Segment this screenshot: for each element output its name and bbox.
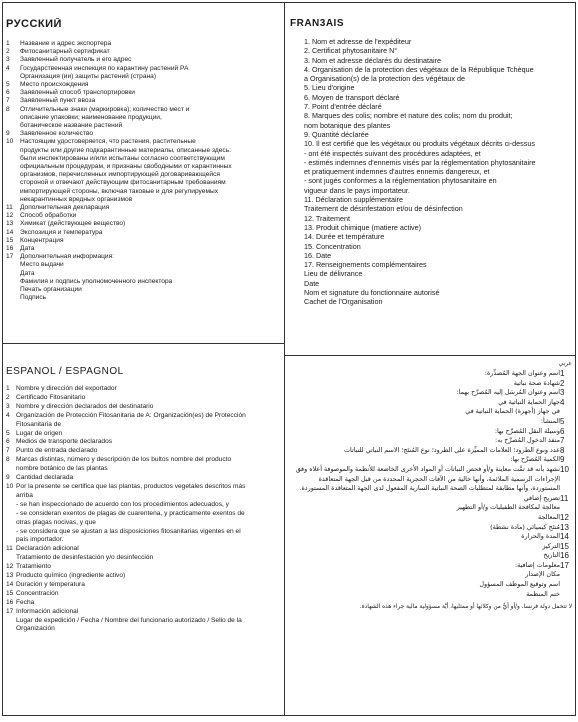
arabic-item-number: 4 <box>560 397 565 407</box>
russian-item-number: 7 <box>6 97 10 105</box>
russian-item-number: 15 <box>6 236 14 244</box>
french-item-text: 12. Traitement <box>304 213 350 223</box>
spanish-item <box>6 438 282 447</box>
french-item-text: 9. Quantité déclarée <box>304 129 369 139</box>
arabic-item-number: 17 <box>560 560 569 570</box>
french-heading: FRAN3AIS <box>290 18 345 29</box>
arabic-item-number: 13 <box>560 522 569 532</box>
arabic-item-text: التركيز <box>542 541 560 550</box>
arabic-item <box>288 436 572 446</box>
spanish-item-number: 10 <box>6 482 14 490</box>
spanish-item-text: Concentración <box>16 589 59 597</box>
arabic-item <box>288 513 572 523</box>
russian-item-number: 17 <box>6 253 14 261</box>
spanish-item-number: 14 <box>6 580 14 588</box>
russian-item-number: 8 <box>6 105 10 113</box>
arabic-item-text: مُنتَج كيميائي (مادة نشطة) <box>490 522 560 531</box>
french-item <box>290 251 572 260</box>
russian-item-text: Дополнительная информация: <box>20 253 115 261</box>
french-panel <box>290 18 572 351</box>
russian-item <box>6 253 282 261</box>
russian-item-number: 11 <box>6 204 13 212</box>
arabic-item-number: 11 <box>560 493 569 503</box>
spanish-item-text: Declaración adicional Tratamiento de desinfestación y/o desinfección <box>16 545 154 562</box>
russian-item-text: Дополнительная декларация <box>20 204 110 212</box>
french-item <box>290 130 572 139</box>
russian-item <box>6 245 282 253</box>
russian-item <box>6 130 282 138</box>
spanish-item-text: Nombre y dirección del exportador <box>16 385 117 392</box>
spanish-item-text: Medios de transporte declarados <box>16 438 113 446</box>
russian-panel <box>6 18 282 340</box>
spanish-item <box>6 608 282 635</box>
spanish-item-text: Duración y temperatura <box>16 580 85 588</box>
arabic-item-number: 3 <box>560 388 565 398</box>
russian-item-text: Концентрация <box>20 236 64 244</box>
russian-item <box>6 138 282 204</box>
arabic-item-text: عدد ونوع الطرود؛ العلامات المميِّزة على الطرود؛ نوع المُنتَج؛ الاسم النباتي للنباتات <box>343 445 560 454</box>
french-item-text: 6. Moyen de transport déclaré <box>304 92 400 102</box>
russian-item-text: Экспозиция и температура <box>20 228 103 236</box>
russian-item-text: Дата <box>20 245 35 253</box>
spanish-item-text: Por la presente se certifica que las plantas, productos vegetales descritos más arriba - se han inspeccionado de acuerdo con los procedimientos adecuados, y - se consideran exentos de plagas de cuarentena, y practicamente exentos de otras plagas nocivas, y que - se considera que se ajustan a las disposiciones fitosanitarias vigentes en el país importador. <box>16 482 246 544</box>
arabic-item <box>288 465 572 494</box>
russian-item-text: Химикат (действующее вещество) <box>20 220 126 228</box>
french-item-text: 8. Marques des colis; nombre et nature des colis; nom du produit; nom botanique des plantes <box>304 111 513 130</box>
arabic-item-text: شهادة صحة نباتية <box>513 378 560 387</box>
arabic-item-text: جهاز الحماية النباتية في في جهاز (أجهزة) الحماية النباتية في <box>465 397 560 416</box>
spanish-heading: ESPANOL / ESPAGNOL <box>6 366 124 377</box>
russian-item <box>6 220 282 228</box>
french-item-text: 1. Nom et adresse de l'expéditeur <box>304 37 412 46</box>
spanish-item <box>6 563 282 572</box>
vertical-divider <box>284 2 285 716</box>
spanish-item <box>6 456 282 474</box>
russian-item <box>6 40 282 48</box>
arabic-item-text: التاريخ <box>543 551 560 560</box>
french-item-text: 2. Certificat phytosanitaire N° <box>304 46 398 56</box>
arabic-item-text: منفذ الدخول المُصرَّح به: <box>495 436 560 445</box>
arabic-item <box>288 455 572 465</box>
arabic-item-number: 15 <box>560 541 569 551</box>
french-item <box>290 223 572 232</box>
french-item-text: 14. Durée et température <box>304 232 385 242</box>
spanish-item <box>6 572 282 581</box>
arabic-item-text: المنشأ: <box>540 416 560 425</box>
arabic-item <box>288 494 572 513</box>
spanish-item-number: 2 <box>6 393 10 401</box>
russian-item-number: 4 <box>6 64 10 72</box>
arabic-item-number: 5 <box>560 416 565 426</box>
french-item-text: 11. Déclaration supplémentaire Traitement de désinfestation et/ou de désinfection <box>304 195 463 214</box>
arabic-item <box>288 417 572 427</box>
russian-item-text: Заявленный пункт ввоза <box>20 97 96 105</box>
russian-item-number: 2 <box>6 48 10 56</box>
arabic-item <box>288 561 572 599</box>
spanish-item-text: Cantidad declarada <box>16 474 74 482</box>
arabic-item-number: 10 <box>560 464 569 474</box>
spanish-item-number: 16 <box>6 598 14 606</box>
russian-item-text: Заявленный получатель и его адрес <box>20 56 132 64</box>
french-item-text: 13. Produit chimique (matiere active) <box>304 222 422 232</box>
arabic-item-text: وسيلة النقل المُصرَّح بها: <box>494 426 560 435</box>
arabic-item <box>288 446 572 456</box>
russian-item <box>6 65 282 81</box>
spanish-item-number: 9 <box>6 474 10 482</box>
spanish-item-list <box>6 385 282 634</box>
russian-item <box>6 229 282 237</box>
spanish-item-text: Producto químico (ingrediente activo) <box>16 572 126 580</box>
arabic-heading: عربي <box>558 360 572 367</box>
arabic-item-text: اسم وعنوان الجهة المُصدِّرة: <box>484 369 560 377</box>
russian-item-text: Название и адрес экспортера <box>20 40 112 47</box>
french-item <box>290 195 572 214</box>
spanish-item-number: 3 <box>6 402 10 410</box>
arabic-item-text: تصريح إضافي معالجة لمكافحة الطفيليات و/أو التطهير <box>456 493 560 512</box>
spanish-item <box>6 590 282 599</box>
french-item-text: 5. Lieu d'origine <box>304 83 355 93</box>
arabic-item-text: معلومات إضافية: مكان الإصدار اسم وتوقيع الموظف المسؤول ختم المنظمة <box>479 560 560 598</box>
spanish-item <box>6 430 282 439</box>
arabic-item-text: اسم وعنوان المُرسَل إليه المُصرَّح بهما: <box>456 388 560 397</box>
russian-item-text: Отличительные знаки (маркировка); количество мест и описание упаковки; наименование продукции, ботаническое название растений <box>20 105 190 130</box>
arabic-item-text: المدة والحرارة <box>521 532 560 541</box>
spanish-item <box>6 412 282 430</box>
spanish-item <box>6 474 282 483</box>
spanish-item-number: 6 <box>6 438 10 446</box>
arabic-item <box>288 542 572 552</box>
french-item <box>290 111 572 130</box>
russian-item-text: Государственная инспекция по карантину растений РА Организация (ии) защиты растений (страна) <box>20 64 189 80</box>
french-item-list <box>290 37 572 307</box>
spanish-item-text: Tratamiento <box>16 563 51 571</box>
spanish-item-text: Marcas distintas, número y descripción de los bultos nombre del producto nombre botánico de las plantas <box>16 456 232 473</box>
spanish-item-number: 12 <box>6 563 14 571</box>
arabic-item-list <box>288 369 572 599</box>
spanish-item-number: 8 <box>6 456 10 464</box>
arabic-item-number: 1 <box>560 369 565 378</box>
spanish-item-text: Fecha <box>16 598 35 606</box>
french-item <box>290 102 572 111</box>
arabic-item <box>288 532 572 542</box>
spanish-item-text: Lugar de origen <box>16 429 63 437</box>
arabic-item <box>288 398 572 417</box>
arabic-item <box>288 369 572 379</box>
russian-heading: РУССКИЙ <box>6 18 62 30</box>
spanish-item-text: Información adicional Lugar de expedición / Fecha / Nombre del funcionario autorizado / Sello de la Organización <box>16 607 242 633</box>
russian-item-text: Заявленное количество <box>20 130 94 138</box>
french-item-text: 7. Point d'entrée déclaré <box>304 102 382 112</box>
russian-item <box>6 106 282 131</box>
spanish-item <box>6 599 282 608</box>
spanish-item <box>6 394 282 403</box>
arabic-item-number: 7 <box>560 436 565 446</box>
spanish-item-number: 4 <box>6 411 10 419</box>
spanish-item-number: 5 <box>6 429 10 437</box>
french-item-text: 4. Organisation de la protection des végétaux de la République Tchèque a Organisation(s) de la protection des végétaux de <box>304 64 534 84</box>
french-item <box>290 232 572 241</box>
horizontal-divider-right <box>284 355 576 356</box>
spanish-item-number: 11 <box>6 545 13 553</box>
russian-item-number: 12 <box>6 212 14 220</box>
spanish-item-text: Nombre y dirección declarados del destinatario <box>16 402 154 410</box>
arabic-item-text: الكمية المُصرَّح بها: <box>510 455 560 464</box>
russian-item-number: 10 <box>6 138 14 146</box>
french-item-text: 16. Date <box>304 250 332 260</box>
arabic-item-number: 14 <box>560 532 569 542</box>
spanish-item <box>6 447 282 456</box>
russian-item-number: 13 <box>6 220 14 228</box>
spanish-item-number: 15 <box>6 589 14 597</box>
arabic-item-number: 16 <box>560 551 569 561</box>
french-item <box>290 83 572 92</box>
spanish-item <box>6 385 282 394</box>
spanish-item <box>6 403 282 412</box>
russian-item <box>6 97 282 105</box>
russian-item <box>6 237 282 245</box>
russian-item-number: 6 <box>6 89 10 97</box>
arabic-item-number: 6 <box>560 426 565 436</box>
arabic-disclaimer: لا تتحمل دولة فرنسا، و/أو أيٌّ من وكلائها أو ممثليها، أيَّة مسؤولية مالية جراء هذه الشهادة. <box>359 604 572 611</box>
french-item <box>290 65 572 84</box>
russian-item-text: Заявленный способ транспортировки <box>20 89 135 97</box>
russian-item-text: Место выдачи Дата Фамилия и подпись уполномоченного инспектора Печать организации Подпись <box>20 261 173 302</box>
french-item-text: 17. Renseignements complémentaires Lieu de délivrance Date Nom et signature du fonctionnaire autorisé Cachet de l'Organisation <box>304 260 440 307</box>
spanish-item-number: 13 <box>6 572 14 580</box>
russian-item-number: 9 <box>6 130 10 138</box>
french-item <box>290 139 572 195</box>
spanish-item-text: Organización de Protección Fitosanitaria de A: Organización(es) de Protección Fitosanitaria de <box>16 411 246 428</box>
french-item-text: 15. Concentration <box>304 241 361 251</box>
french-item-text: 3. Nom et adresse déclarés du destinataire <box>304 55 442 65</box>
russian-item-list <box>6 40 282 303</box>
russian-item-text: Фитосанитарный сертификат <box>20 48 110 56</box>
arabic-panel <box>288 360 572 714</box>
russian-item-number: 14 <box>6 228 14 236</box>
spanish-panel <box>6 366 282 700</box>
spanish-item-text: Punto de entrada declarado <box>16 447 98 455</box>
spanish-item-number: 7 <box>6 447 10 455</box>
spanish-item <box>6 545 282 563</box>
russian-item-number: 3 <box>6 56 10 64</box>
french-item <box>290 46 572 55</box>
spanish-item-number: 17 <box>6 607 14 615</box>
russian-item-number: 1 <box>6 40 10 47</box>
russian-item-text: Место происхождения <box>20 81 89 89</box>
russian-item <box>6 81 282 89</box>
french-item <box>290 242 572 251</box>
french-item <box>290 56 572 65</box>
french-item-text: 10. Il est certifié que les végétaux ou produits végétaux décrits ci-dessus - ont été inspectés suivant des procédures adaptées, et - estimés indemnes d'ennemis visés par la réglementation phytosanitaire et pratiquement indemnes d'autres ennemis dangereux, et - sont jugés conformes a la réglementation phytosanitaire en vigueur dans le pays importateur. <box>304 139 536 195</box>
arabic-item-text: نشهد بأنه قد تمَّت معاينة و/أو فحص النباتات أو المواد الأخرى الخاضعة للأنظمة والموصوفة أعلاه وفق الإجراءات الرسمية الملائمة، وأنها خالية من الآفات الحجرية المحددة من قبل الجهة المتعاقدة المستوردة، وأنها مطابقة لمتطلبات الصحة النباتية السارية المفعول لدى الجهة المتعاقدة المستوردة. <box>295 464 560 493</box>
russian-item-number: 16 <box>6 245 14 253</box>
russian-item-text: Настоящим удостоверяется, что растения, растительные продукты или другие подкарантинные материалы, описанные здесь: были инспектированы и/или испытаны согласно соответствующим официальным процедурам, и признаны свободными от карантинных организмов, перечисленных импортирующей договаривающейся стороной и отвечают действующим фитосанитарным требованиям импортирующей стороны, включая таковые и для регулируемых некарантинных вредных организмов <box>20 138 232 203</box>
arabic-item <box>288 379 572 389</box>
arabic-item-text: المعالجة <box>538 512 560 521</box>
spanish-item-text: Certificado Fitosanitario <box>16 393 86 401</box>
arabic-item-number: 9 <box>560 455 565 465</box>
arabic-item <box>288 427 572 437</box>
arabic-item <box>288 388 572 398</box>
spanish-item <box>6 581 282 590</box>
french-item <box>290 37 572 46</box>
russian-item <box>6 261 282 302</box>
russian-item-text: Способ обработки <box>20 212 77 220</box>
arabic-item <box>288 551 572 561</box>
french-item <box>290 214 572 223</box>
spanish-item-number: 1 <box>6 385 10 392</box>
french-item <box>290 93 572 102</box>
russian-item <box>6 56 282 64</box>
french-item <box>290 260 572 306</box>
spanish-item <box>6 483 282 545</box>
arabic-item-number: 12 <box>560 512 569 522</box>
arabic-item <box>288 523 572 533</box>
arabic-item-number: 8 <box>560 445 565 455</box>
arabic-item-number: 2 <box>560 378 565 388</box>
russian-item-number: 5 <box>6 81 10 89</box>
horizontal-divider-left <box>2 343 284 344</box>
